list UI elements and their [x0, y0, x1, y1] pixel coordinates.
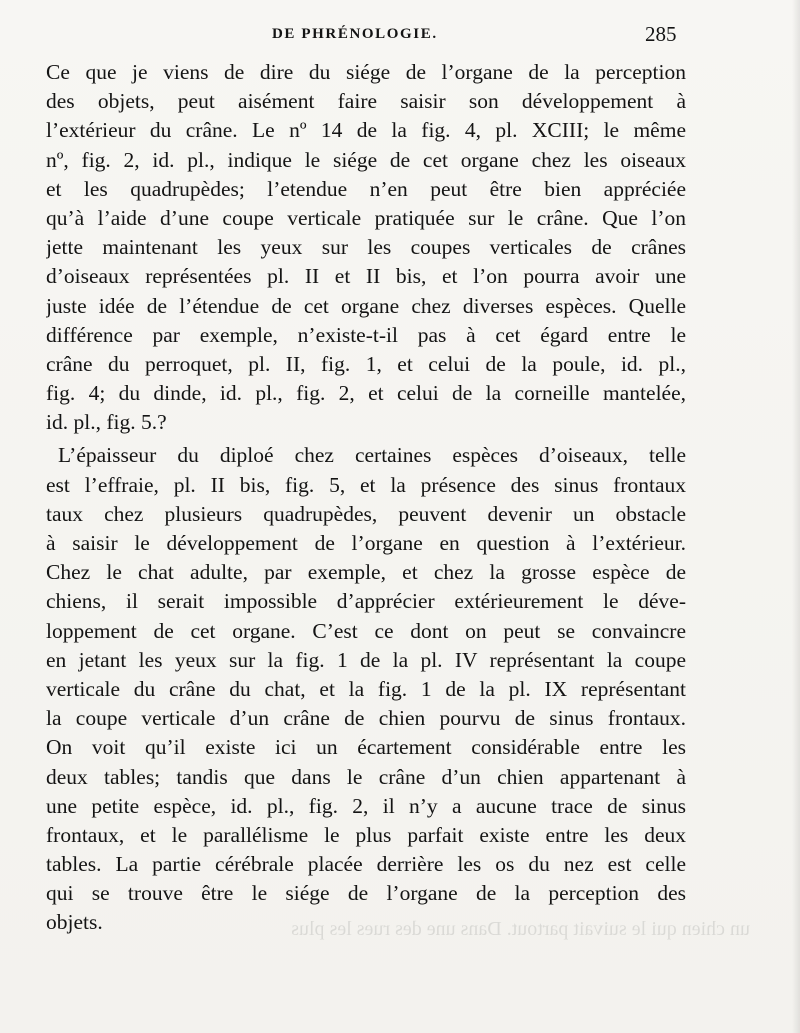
text-line: tables. La partie cérébrale placée derrière les os du nez est celle: [46, 852, 686, 877]
text-line: et les quadrupèdes; l’etendue n’en peut être bien appréciée: [46, 176, 686, 201]
text-line: crâne du perroquet, pl. II, fig. 1, et celui de la poule, id. pl.,: [46, 351, 686, 376]
text-line: loppement de cet organe. C’est ce dont on peut se convaincre: [46, 618, 686, 643]
text-line: juste idée de l’étendue de cet organe chez diverses espèces. Quelle: [46, 293, 686, 318]
page-number: 285: [645, 22, 677, 46]
text-line: taux chez plusieurs quadrupèdes, peuvent devenir un obstacle: [46, 501, 686, 526]
text-line: l’extérieur du crâne. Le nº 14 de la fig. 4, pl. XCIII; le même: [46, 118, 686, 143]
text-line: chiens, il serait impossible d’apprécier extérieurement le déve-: [46, 589, 686, 614]
text-line: qui se trouve être le siége de l’organe de la perception des: [46, 881, 686, 906]
text-line: une petite espèce, id. pl., fig. 2, il n’y a aucune trace de sinus: [46, 793, 686, 818]
text-line: différence par exemple, n’existe-t-il pas à cet égard entre le: [46, 322, 686, 347]
text-line: deux tables; tandis que dans le crâne d’un chien appartenant à: [46, 764, 686, 789]
text-line: fig. 4; du dinde, id. pl., fig. 2, et celui de la corneille mantelée,: [46, 381, 686, 406]
text-line: qu’à l’aide d’une coupe verticale pratiquée sur le crâne. Que l’on: [46, 205, 686, 230]
text-line: frontaux, et le parallélisme le plus parfait existe entre les deux: [46, 822, 686, 847]
text-line: d’oiseaux représentées pl. II et II bis, et l’on pourra avoir une: [46, 264, 686, 289]
text-line: la coupe verticale d’un crâne de chien pourvu de sinus frontaux.: [46, 706, 686, 731]
text-line: Ce que je viens de dire du siége de l’organe de la perception: [46, 60, 686, 84]
running-head: DE PHRÉNOLOGIE.: [272, 26, 438, 42]
text-line: jette maintenant les yeux sur les coupes verticales de crânes: [46, 235, 686, 260]
text-line: des objets, peut aisément faire saisir son développement à: [46, 89, 686, 114]
show-through-text: un chien qui le suivait partout. Dans une des rues les plus: [291, 918, 750, 940]
page-edge-shadow: [792, 0, 800, 1033]
paragraph-2: [46, 441, 686, 937]
text-line: Chez le chat adulte, par exemple, et chez la grosse espèce de: [46, 560, 686, 585]
text-line: On voit qu’il existe ici un écartement considérable entre les: [46, 735, 686, 760]
text-line: en jetant les yeux sur la fig. 1 de la pl. IV représentant la coupe: [46, 647, 686, 672]
text-line: à saisir le développement de l’organe en question à l’extérieur.: [46, 531, 686, 555]
paragraph-1: [46, 58, 686, 437]
text-line: nº, fig. 2, id. pl., indique le siége de cet organe chez les oiseaux: [46, 147, 686, 172]
text-line: objets.: [46, 910, 103, 935]
page-header: [0, 22, 800, 50]
text-line: L’épaisseur du diploé chez certaines espèces d’oiseaux, telle: [58, 443, 686, 468]
text-line: est l’effraie, pl. II bis, fig. 5, et la présence des sinus frontaux: [46, 472, 686, 497]
text-line: verticale du crâne du chat, et la fig. 1 de la pl. IX représentant: [46, 676, 686, 701]
text-line: id. pl., fig. 5.?: [46, 410, 167, 435]
body-text: [46, 58, 686, 938]
